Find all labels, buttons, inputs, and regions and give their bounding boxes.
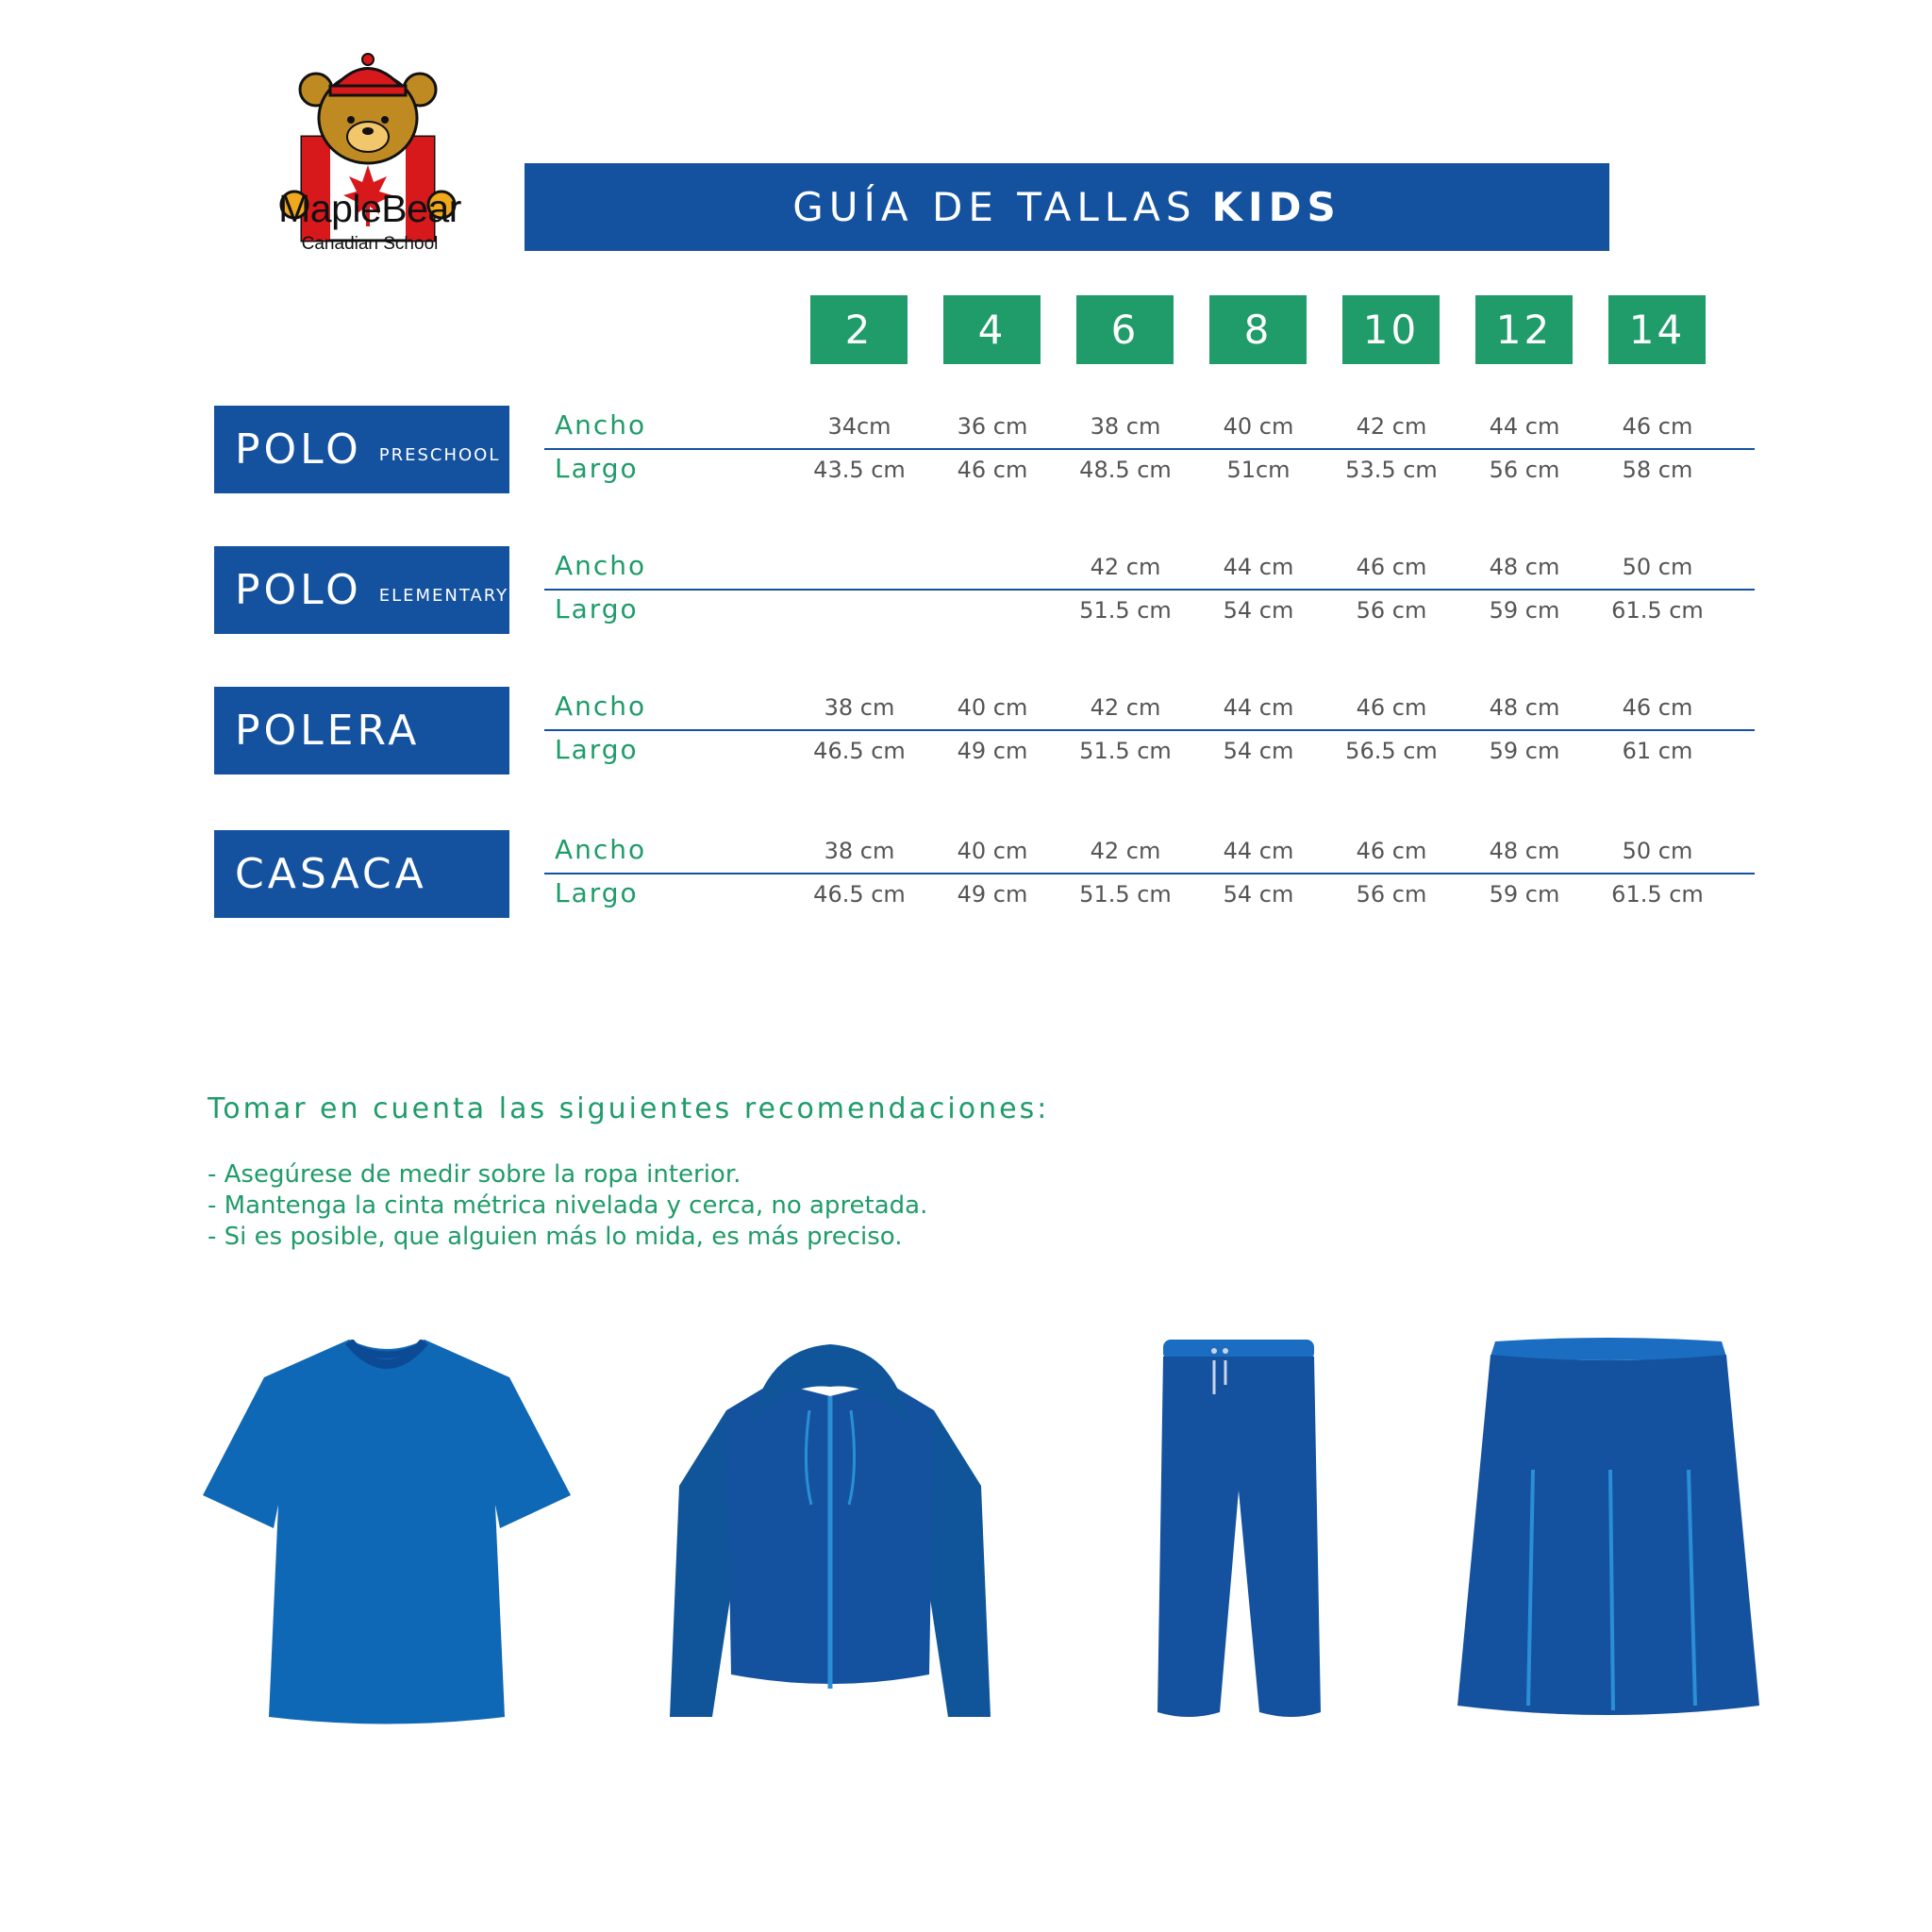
hoodie-icon (660, 1344, 1000, 1731)
table-cell: 46.5 cm (813, 738, 906, 764)
table-cell: 46 cm (1356, 838, 1427, 864)
row-label-ancho: Ancho (555, 691, 647, 722)
title-main: GUÍA DE TALLAS (792, 184, 1197, 230)
table-cell: 46 cm (1356, 554, 1427, 580)
size-box: 6 (1076, 295, 1174, 364)
t-shirt-icon (198, 1340, 575, 1736)
row-label-largo: Largo (555, 734, 639, 765)
table-cell: 38 cm (824, 694, 895, 721)
table-cell: 61.5 cm (1611, 881, 1704, 908)
table-cell: 46 cm (1356, 694, 1427, 721)
table-cell: 48 cm (1489, 554, 1560, 580)
table-cell: 46 cm (1622, 413, 1693, 440)
table-cell: 46.5 cm (813, 881, 906, 908)
table-cell: 51.5 cm (1079, 597, 1172, 624)
logo-name: MapleBear (278, 187, 461, 230)
table-cell: 48 cm (1489, 838, 1560, 864)
garment-label-polera (214, 687, 509, 774)
table-cell: 34cm (827, 413, 891, 440)
garment-label-polo-elementary (214, 546, 509, 634)
table-cell: 48.5 cm (1079, 457, 1172, 483)
table-cell: 56 cm (1356, 881, 1427, 908)
table-cell: 40 cm (957, 694, 1028, 721)
recommendation-item: - Asegúrese de medir sobre la ropa interior. (208, 1160, 741, 1189)
garment-name: CASACA (235, 850, 427, 898)
row-divider (544, 448, 1755, 450)
table-cell: 59 cm (1489, 597, 1560, 624)
garment-sub: PRESCHOOL (378, 445, 501, 465)
table-cell: 38 cm (824, 838, 895, 864)
garment-label-polo-preschool (214, 406, 509, 493)
garment-label-casaca (214, 830, 509, 918)
row-label-largo: Largo (555, 593, 639, 625)
table-cell: 49 cm (957, 881, 1028, 908)
table-cell: 61.5 cm (1611, 597, 1704, 624)
row-divider (544, 729, 1755, 731)
table-cell: 38 cm (1090, 413, 1161, 440)
size-box: 10 (1342, 295, 1440, 364)
size-box: 4 (943, 295, 1041, 364)
recommendations-title: Tomar en cuenta las siguientes recomendaciones: (208, 1092, 1050, 1125)
table-cell: 54 cm (1223, 881, 1294, 908)
garment-name: POLO (235, 566, 362, 614)
size-box: 2 (810, 295, 908, 364)
table-cell: 44 cm (1223, 694, 1294, 721)
table-cell: 51.5 cm (1079, 881, 1172, 908)
size-box: 14 (1608, 295, 1706, 364)
table-cell: 56 cm (1489, 457, 1560, 483)
table-cell: 42 cm (1090, 554, 1161, 580)
skirt-icon (1453, 1338, 1764, 1724)
table-cell: 44 cm (1223, 838, 1294, 864)
recommendation-item: - Si es posible, que alguien más lo mida, es más preciso. (208, 1223, 903, 1251)
table-cell: 56.5 cm (1345, 738, 1438, 764)
row-label-largo: Largo (555, 877, 639, 908)
table-cell: 43.5 cm (813, 457, 906, 483)
table-cell: 36 cm (957, 413, 1028, 440)
table-cell: 56 cm (1356, 597, 1427, 624)
table-cell: 54 cm (1223, 597, 1294, 624)
table-cell: 44 cm (1223, 554, 1294, 580)
table-cell: 46 cm (957, 457, 1028, 483)
garment-sub: ELEMENTARY (378, 586, 509, 606)
title-bold: KIDS (1211, 184, 1341, 230)
table-cell: 50 cm (1622, 554, 1693, 580)
garment-name: POLO (235, 425, 362, 474)
row-label-ancho: Ancho (555, 834, 647, 865)
logo-tagline: Canadian School (301, 234, 439, 254)
row-label-largo: Largo (555, 453, 639, 484)
table-cell: 46 cm (1622, 694, 1693, 721)
table-cell: 42 cm (1090, 694, 1161, 721)
table-cell: 51cm (1226, 457, 1291, 483)
garment-name: POLERA (235, 707, 421, 755)
row-divider (544, 873, 1755, 874)
size-box: 12 (1475, 295, 1573, 364)
table-cell: 40 cm (957, 838, 1028, 864)
row-label-ancho: Ancho (555, 550, 647, 581)
table-cell: 42 cm (1356, 413, 1427, 440)
table-cell: 42 cm (1090, 838, 1161, 864)
table-cell: 50 cm (1622, 838, 1693, 864)
table-cell: 44 cm (1489, 413, 1560, 440)
table-cell: 48 cm (1489, 694, 1560, 721)
table-cell: 61 cm (1622, 738, 1693, 764)
table-cell: 59 cm (1489, 738, 1560, 764)
table-cell: 49 cm (957, 738, 1028, 764)
pants-icon (1137, 1340, 1325, 1736)
recommendation-item: - Mantenga la cinta métrica nivelada y cerca, no apretada. (208, 1191, 928, 1220)
table-cell: 54 cm (1223, 738, 1294, 764)
row-label-ancho: Ancho (555, 409, 647, 441)
table-cell: 53.5 cm (1345, 457, 1438, 483)
table-cell: 40 cm (1223, 413, 1294, 440)
table-cell: 51.5 cm (1079, 738, 1172, 764)
row-divider (544, 589, 1755, 591)
table-cell: 59 cm (1489, 881, 1560, 908)
table-cell: 58 cm (1622, 457, 1693, 483)
size-box: 8 (1209, 295, 1307, 364)
page-title (525, 163, 1609, 251)
